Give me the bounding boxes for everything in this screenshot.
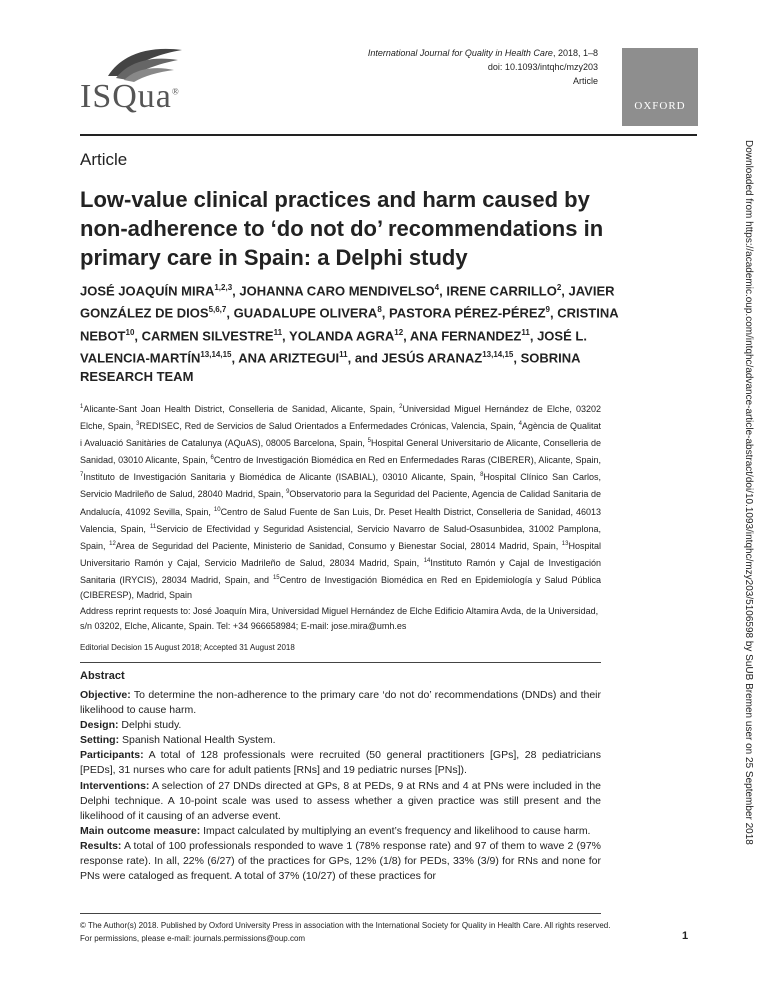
affiliation-text: Observatorio para la Seguridad del Paciente, Agencia de Calidad Sanitaria de Andalucía, 41092 Sevilla, Spain, xyxy=(80,489,601,517)
editorial-dates: Editorial Decision 15 August 2018; Accepted 31 August 2018 xyxy=(80,643,295,652)
affiliation-text: Instituto de Investigación Sanitaria y Biomédica de Alicante (ISABIAL), 03010 Alicante, Spain, xyxy=(83,472,481,483)
abstract-section xyxy=(80,824,601,839)
abstract-section xyxy=(80,718,601,733)
affiliation-text: Centro de Investigación Biomédica en Red en Epidemiología y Salud Pública (CIBERESP), Madrid, Spain xyxy=(80,574,602,601)
abstract-heading: Abstract xyxy=(80,670,125,682)
author-name: GUADALUPE OLIVERA xyxy=(233,305,378,321)
affiliation-text: Instituto Ramón y Cajal de Investigación Sanitaria (IRYCIS), 28034 Madrid, Spain, and xyxy=(80,557,601,585)
abstract-section-text: Impact calculated by multiplying an event’s frequency and likelihood to cause harm. xyxy=(200,824,591,837)
journal-name: International Journal for Quality in Health Care xyxy=(367,48,553,58)
copyright-line: © The Author(s) 2018. Published by Oxford University Press in association with the International Society for Quality in Health Care. All rights reserved. xyxy=(80,921,611,930)
affiliation-number: 5 xyxy=(367,438,371,445)
abstract-section-label: Design: xyxy=(80,719,119,732)
author-affiliation-marker: 10 xyxy=(125,327,135,337)
author-name: ANA ARIZTEGUI xyxy=(238,350,340,366)
affiliations xyxy=(80,400,601,603)
affiliation-number: 11 xyxy=(149,523,157,530)
affiliation-number: 2 xyxy=(399,404,403,410)
affiliation-text: Agència de Qualitat i Avaluació Sanitàries de Catalunya (AQuAS), 08005 Barcelona, Spain, xyxy=(80,421,601,449)
affiliation-number: 7 xyxy=(80,472,84,479)
affiliation-text: Area de Seguridad del Paciente, Ministerio de Sanidad, Consumo y Bienestar Social, 28014 Madrid, Spain, xyxy=(115,540,562,551)
author-name: ANA FERNANDEZ xyxy=(409,327,522,343)
abstract-section-text: A selection of 27 DNDs directed at GPs, 8 at PEDs, 9 at RNs and 4 at PNs were included in the Delphi technique. A 10-point scale was used to assess whether a given practice was still present and the likelihood of it causing of an adverse event. xyxy=(80,779,601,822)
author-affiliation-marker: 8 xyxy=(377,305,382,315)
permissions-line: For permissions, please e-mail: journals.permissions@oup.com xyxy=(80,934,306,943)
author-name: JOSÉ L. VALENCIA-MARTÍN xyxy=(80,327,587,366)
journal-meta: International Journal for Quality in Health Care, 2018, 1–8 doi: 10.1093/intqhc/mzy203 Article xyxy=(367,48,598,86)
abstract-section-text: Spanish National Health System. xyxy=(119,734,276,747)
affiliation-text: Hospital General Universitario de Alicante, Conselleria de Sanidad, 03010 Alicante, Spain, xyxy=(80,438,601,466)
affiliation-text: Hospital Clínico San Carlos, Servicio Madrileño de Salud, 28040 Madrid, Spain, xyxy=(80,472,601,500)
author-name: CRISTINA NEBOT xyxy=(80,305,619,343)
affiliation-number: 15 xyxy=(272,574,280,581)
abstract-section-label: Participants: xyxy=(80,749,144,762)
abstract-section xyxy=(80,733,601,748)
header-rule xyxy=(80,134,697,136)
download-side-note: Downloaded from https://academic.oup.com/intqhc/advance-article-abstract/doi/10.1093/intqhc/mzy203/5106598 by SuUB Bremen user on 25 September 2018 xyxy=(743,140,754,845)
paper-title: Low-value clinical practices and harm caused by non-adherence to ‘do not do’ recommendations in primary care in Spain: a Delphi study xyxy=(80,187,604,270)
affiliation-number: 8 xyxy=(480,472,484,479)
affiliation-text: REDISEC, Red de Servicios de Salud Orientados a Enfermedades Crónicas, Valencia, Spain, xyxy=(139,421,519,432)
affiliation-number: 6 xyxy=(210,455,214,462)
affiliation-number: 13 xyxy=(561,540,569,547)
affiliation-number: 9 xyxy=(286,489,290,496)
author-name: SOBRINA RESEARCH TEAM xyxy=(80,350,581,385)
abstract-section-text: Delphi study. xyxy=(118,719,182,732)
affiliation-number: 1 xyxy=(80,404,84,410)
abstract-body xyxy=(80,688,601,884)
affiliation-text: Alicante-Sant Joan Health District, Conselleria de Sanidad, Alicante, Spain, xyxy=(83,404,400,414)
author-affiliation-marker: 2 xyxy=(556,283,562,292)
author-affiliation-marker: 13,14,15 xyxy=(482,349,514,359)
author-affiliation-marker: 1,2,3 xyxy=(214,283,233,292)
author-affiliation-marker: 9 xyxy=(545,305,550,315)
affiliation-text: Centro de Salud Fuente de San Luis, Dr. Peset Health District, Conselleria de Sanidad, 46013 Valencia, Spain, xyxy=(80,506,601,534)
abstract-section-text: To determine the non-adherence to the primary care ‘do not do’ recommendations (DNDs) and their likelihood to cause harm. xyxy=(80,689,601,717)
author-list: JOSÉ JOAQUÍN MIRA$^{1,2,3}$, JOHANNA CARO MENDIVELSO$^4$, IRENE CARRILLO$^2$, JAVIER GONZÁLEZ DE DIOS$^{5,6,7}$, GUADALUPE OLIVERA$^8$, PASTORA PÉREZ-PÉREZ$^9$, CRISTINA NEBOT$^{10}$, CARMEN SILVESTRE$^{11}$, YOLANDA AGRA$^{12}$, ANA FERNANDEZ$^{11}$, JOSÉ L. VALENCIA-MARTÍN$^{13,14,15}$, ANA ARIZTEGUI$^{11}$, and JESÚS ARANAZ$^{13,14,15}$, SOBRINA RESEARCH TEAM xyxy=(80,283,619,385)
author-affiliation-marker: 5,6,7 xyxy=(208,305,227,315)
affiliation-text: Hospital Universitario Ramón y Cajal, Servicio Madrileño de Salud, 28034 Madrid, Spain, xyxy=(80,540,601,568)
author-name: YOLANDA AGRA xyxy=(289,327,395,343)
abstract-section-label: Main outcome measure: xyxy=(80,824,201,837)
affiliation-text: Centro de Investigación Biomédica en Red en Enfermedades Raras (CIBERER), Alicante, Spain, xyxy=(213,455,601,466)
author-affiliation-marker: 11 xyxy=(339,349,348,359)
abstract-section-label: Objective: xyxy=(80,689,131,701)
author-affiliation-marker: 12 xyxy=(394,327,404,337)
affiliation-text: Servicio de Efectividad y Seguridad Asistencial, Servicio Navarro de Salud-Osasunbidea, 31002 Pamplona, Spain, xyxy=(80,523,601,551)
journal-article-type: Article xyxy=(572,76,598,86)
author-name: PASTORA PÉREZ-PÉREZ xyxy=(389,305,546,321)
affiliation-number: 4 xyxy=(518,421,522,428)
affiliation-number: 14 xyxy=(423,557,431,564)
abstract-section xyxy=(80,748,601,778)
author-name: JOHANNA CARO MENDIVELSO xyxy=(239,283,435,299)
author-name: JAVIER GONZÁLEZ DE DIOS xyxy=(80,283,615,321)
page-number: 1 xyxy=(682,930,689,942)
author-name: and JESÚS ARANAZ xyxy=(354,350,483,366)
footer-rule xyxy=(80,913,601,914)
journal-doi: doi: 10.1093/intqhc/mzy203 xyxy=(487,62,598,72)
author-name: CARMEN SILVESTRE xyxy=(141,327,274,343)
affiliation-number: 12 xyxy=(109,540,116,547)
abstract-section-label: Setting: xyxy=(80,734,120,747)
publisher-logo: OXFORD xyxy=(622,48,698,126)
author-affiliation-marker: 11 xyxy=(521,327,530,337)
abstract-section-text: A total of 128 professionals were recruited (50 general practitioners [GPs], 28 pediatricians [PEDs], 31 nurses who care for adult patients [RNs] and 19 pediatric nurses [PNs]). xyxy=(80,749,601,777)
reprint-address: Address reprint requests to: José Joaquín Mira, Universidad Miguel Hernández de Elche Edificio Altamira Avda, de la Universidad, s/n 03202, Elche, Alicante, Spain. Tel: +34 966658984; E-mail: jose.mira@umh.es xyxy=(80,606,599,631)
article-label: Article xyxy=(80,150,128,169)
abstract-rule xyxy=(80,662,601,663)
author-name: IRENE CARRILLO xyxy=(446,283,557,299)
abstract-section xyxy=(80,688,601,718)
author-affiliation-marker: 4 xyxy=(434,283,440,292)
abstract-section xyxy=(80,839,601,884)
isqua-logo-text: ISQua® xyxy=(80,78,180,115)
abstract-section-label: Interventions: xyxy=(80,779,150,792)
affiliation-number: 10 xyxy=(213,506,221,513)
affiliation-text: Universidad Miguel Hernández de Elche, 03202 Elche, Spain, xyxy=(80,404,601,432)
author-affiliation-marker: 13,14,15 xyxy=(200,349,232,359)
abstract-section-label: Results: xyxy=(80,839,122,852)
author-affiliation-marker: 11 xyxy=(273,327,283,337)
abstract-section xyxy=(80,779,601,824)
copyright-footer xyxy=(80,919,640,945)
affiliation-number: 3 xyxy=(136,421,140,428)
author-name: JOSÉ JOAQUÍN MIRA xyxy=(80,283,215,299)
abstract-section-text: A total of 100 professionals responded to wave 1 (78% response rate) and 97 of them to wave 2 (97% response rate). In all, 22% (6/27) of the practices for GPs, 12% (1/8) for PEDs, 33% (3/9) for RNs and none for PNs were cataloged as frequent. A total of 37% (10/27) of these practices for xyxy=(80,839,601,883)
